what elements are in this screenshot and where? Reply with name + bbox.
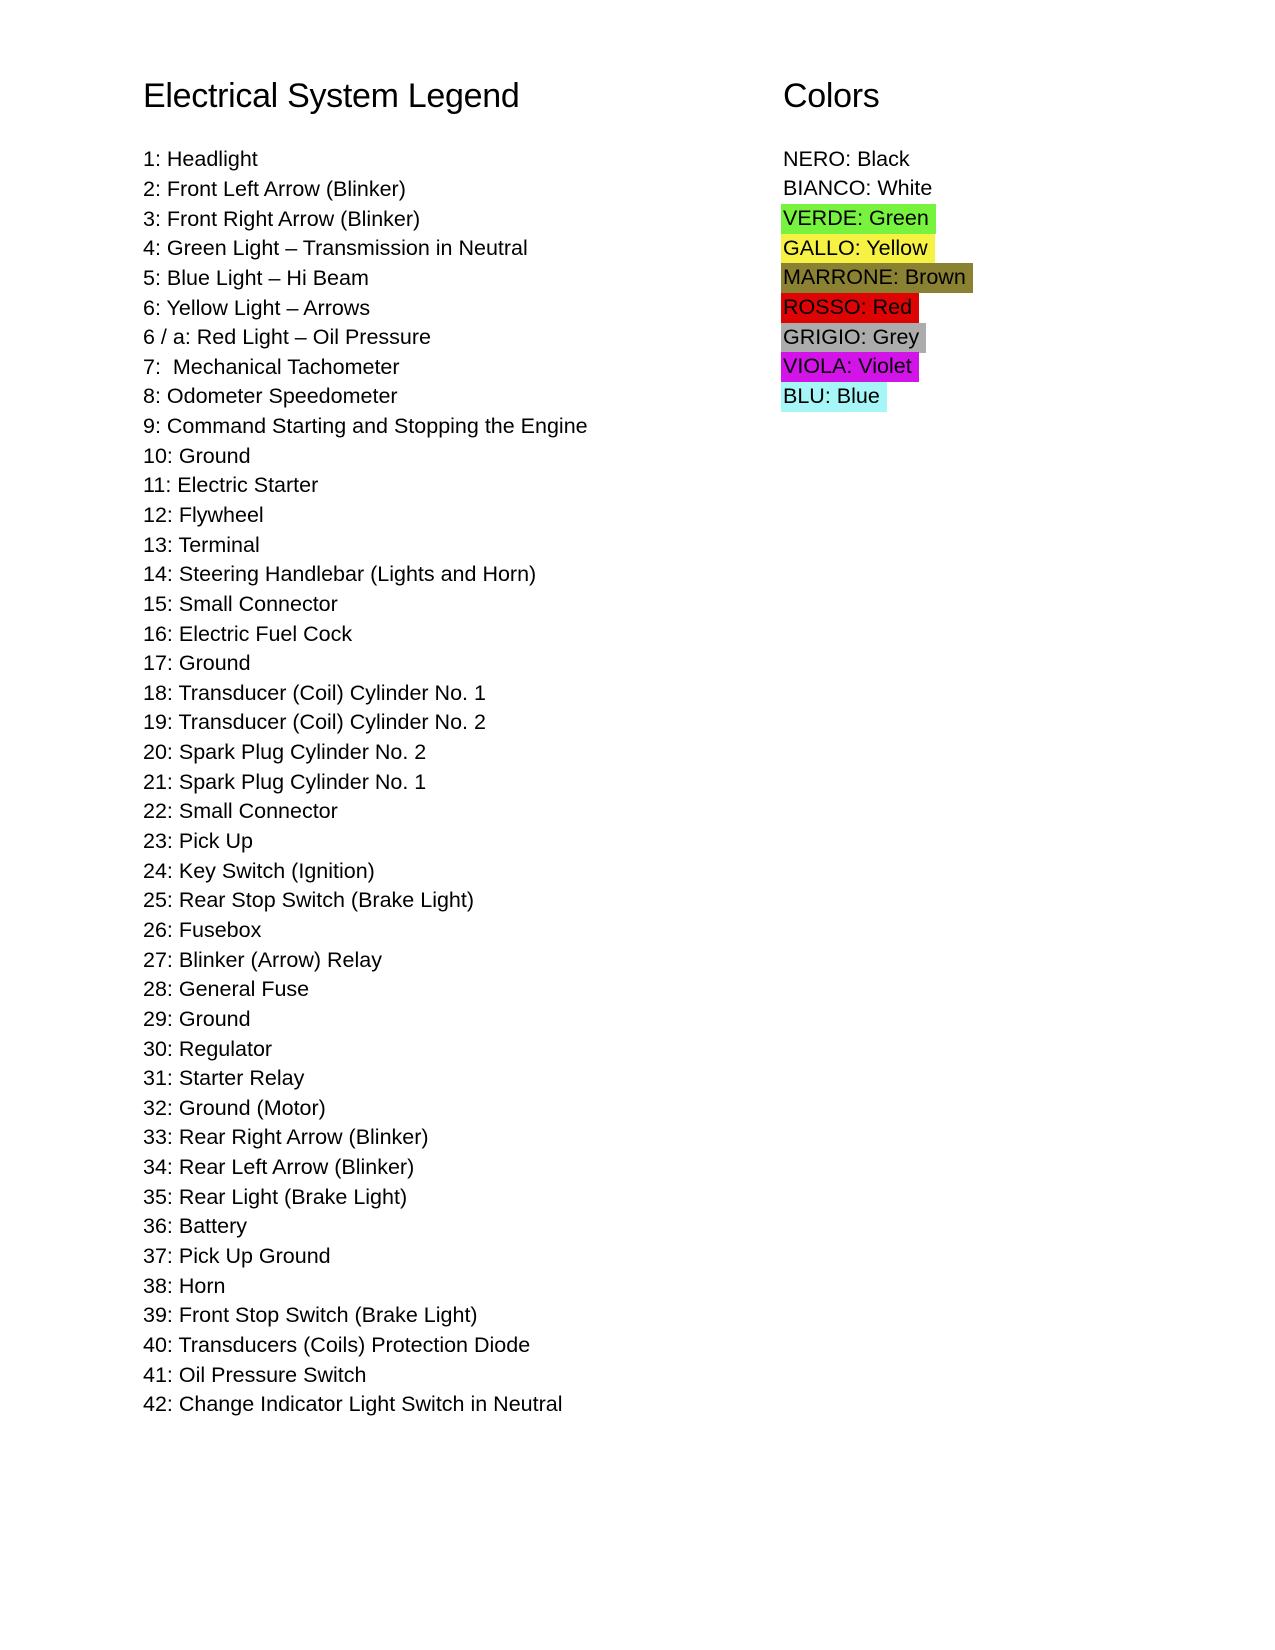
legend-item: 41: Oil Pressure Switch — [143, 1362, 367, 1387]
color-swatch-label: ROSSO: Red — [781, 293, 919, 323]
legend-item: 24: Key Switch (Ignition) — [143, 858, 375, 883]
legend-item: 3: Front Right Arrow (Blinker) — [143, 206, 421, 231]
colors-title: Colors — [783, 77, 880, 115]
legend-item: 35: Rear Light (Brake Light) — [143, 1184, 408, 1209]
legend-item: 36: Battery — [143, 1214, 247, 1239]
color-row — [781, 323, 973, 353]
color-swatch-label: BLU: Blue — [781, 382, 887, 412]
colors-list — [781, 145, 973, 412]
legend-item: 33: Rear Right Arrow (Blinker) — [143, 1125, 429, 1150]
color-swatch-label: MARRONE: Brown — [781, 263, 973, 293]
color-row — [781, 234, 973, 264]
legend-list — [143, 145, 588, 1420]
legend-item: 9: Command Starting and Stopping the Engine — [143, 414, 588, 439]
legend-item: 23: Pick Up — [143, 829, 253, 854]
legend-item: 17: Ground — [143, 651, 251, 676]
legend-item: 8: Odometer Speedometer — [143, 384, 398, 409]
legend-item: 19: Transducer (Coil) Cylinder No. 2 — [143, 710, 486, 735]
legend-item: 27: Blinker (Arrow) Relay — [143, 947, 382, 972]
legend-item: 20: Spark Plug Cylinder No. 2 — [143, 740, 427, 765]
legend-item: 11: Electric Starter — [143, 473, 319, 498]
color-swatch-label: VERDE: Green — [781, 204, 936, 234]
color-row — [781, 145, 973, 175]
legend-item: 22: Small Connector — [143, 799, 338, 824]
legend-item: 25: Rear Stop Switch (Brake Light) — [143, 888, 475, 913]
legend-item: 6 / a: Red Light – Oil Pressure — [143, 325, 432, 350]
color-swatch-label: VIOLA: Violet — [781, 352, 919, 382]
legend-item: 13: Terminal — [143, 532, 260, 557]
legend-item: 31: Starter Relay — [143, 1066, 305, 1091]
legend-item: 26: Fusebox — [143, 917, 262, 942]
color-row — [781, 175, 973, 205]
color-row — [781, 264, 973, 294]
legend-item: 38: Horn — [143, 1273, 226, 1298]
color-swatch-label: GRIGIO: Grey — [781, 323, 926, 353]
legend-item: 18: Transducer (Coil) Cylinder No. 1 — [143, 680, 486, 705]
legend-item: 6: Yellow Light – Arrows — [143, 295, 371, 320]
legend-item: 29: Ground — [143, 1006, 251, 1031]
legend-item: 5: Blue Light – Hi Beam — [143, 265, 369, 290]
legend-item: 21: Spark Plug Cylinder No. 1 — [143, 769, 427, 794]
color-row — [781, 204, 973, 234]
legend-item: 12: Flywheel — [143, 503, 264, 527]
legend-item: 2: Front Left Arrow (Blinker) — [143, 176, 406, 201]
legend-item: 15: Small Connector — [143, 591, 338, 616]
color-row — [781, 352, 973, 382]
color-row — [781, 293, 973, 323]
legend-item: 7: Mechanical Tachometer — [143, 354, 400, 379]
legend-item: 32: Ground (Motor) — [143, 1095, 326, 1120]
legend-item: 28: General Fuse — [143, 977, 310, 1002]
legend-item: 42: Change Indicator Light Switch in Neutral — [143, 1392, 563, 1417]
legend-item: 1: Headlight — [143, 147, 258, 172]
legend-item: 39: Front Stop Switch (Brake Light) — [143, 1303, 478, 1328]
legend-item: 16: Electric Fuel Cock — [143, 621, 353, 646]
legend-item: 34: Rear Left Arrow (Blinker) — [143, 1155, 415, 1180]
color-label: BIANCO: White — [783, 176, 933, 201]
color-row — [781, 382, 973, 412]
color-swatch-label: GALLO: Yellow — [781, 234, 935, 264]
color-label: NERO: Black — [783, 146, 910, 171]
legend-item: 40: Transducers (Coils) Protection Diode — [143, 1332, 531, 1357]
legend-title: Electrical System Legend — [143, 77, 520, 115]
legend-item: 4: Green Light – Transmission in Neutral — [143, 236, 528, 261]
legend-item: 10: Ground — [143, 443, 251, 468]
legend-item: 37: Pick Up Ground — [143, 1244, 331, 1269]
legend-item: 14: Steering Handlebar (Lights and Horn) — [143, 562, 537, 587]
legend-item: 30: Regulator — [143, 1036, 273, 1061]
